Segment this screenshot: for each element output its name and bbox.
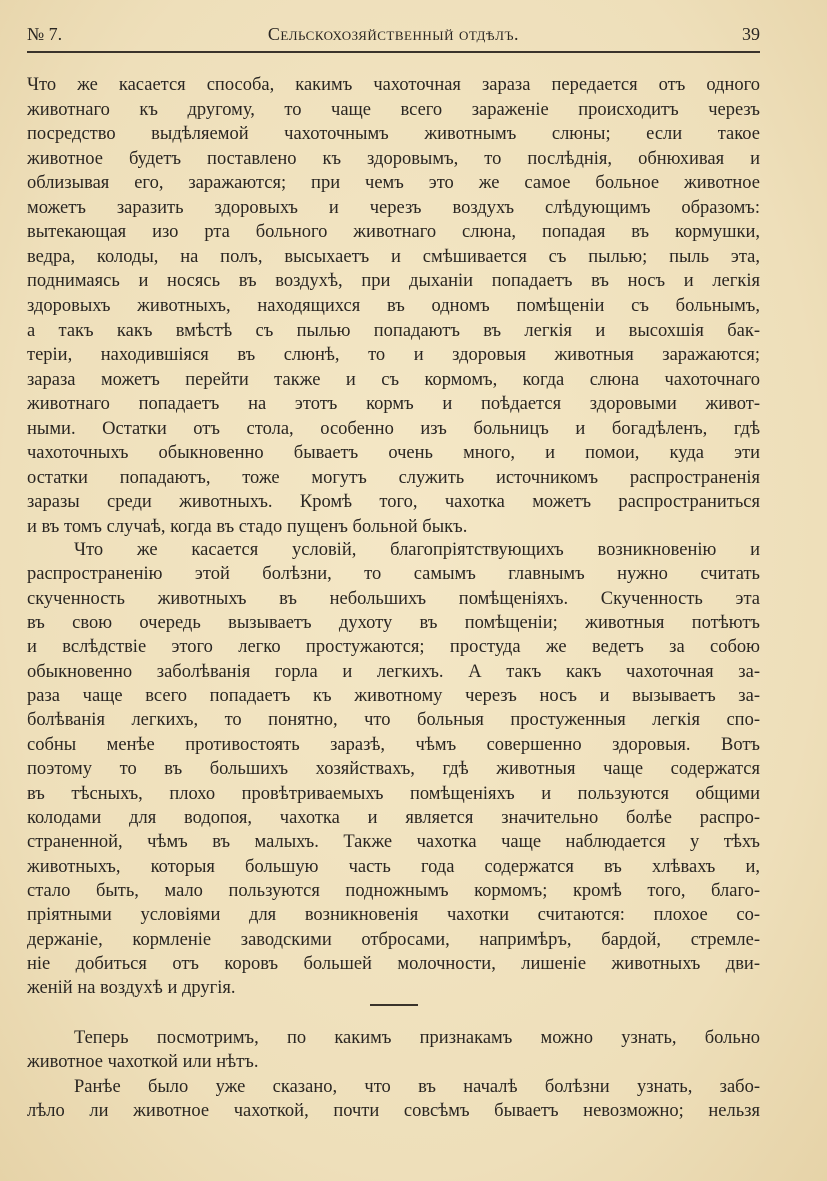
section-title: Сельскохозяйственный отдѣлъ. <box>267 24 520 44</box>
text-line: Теперь посмотримъ, по какимъ признакамъ можно узнать, больно <box>74 1028 760 1048</box>
text-line: колодами для водопоя, чахотка и является значительно болѣе распро- <box>27 807 760 828</box>
text-line: собны менѣе противостоять заразѣ, чѣмъ совершенно здоровыя. Вотъ <box>27 734 760 755</box>
text-line: и вслѣдствіе этого легко простужаются; простуда же ведетъ за собою <box>27 637 760 658</box>
text-line: поэтому то въ большихъ хозяйствахъ, гдѣ животныя чаще содержатся <box>27 759 760 780</box>
text-line: животное чахоткой или нѣтъ. <box>27 1051 259 1072</box>
text-line: теріи, находившіяся въ слюнѣ, то и здоровыя животныя заражаются; <box>27 345 760 366</box>
text-line: и въ томъ случаѣ, когда въ стадо пущенъ больной быкъ. <box>27 516 468 537</box>
issue-number: № 7. <box>27 24 63 44</box>
text-line: чахоточныхъ обыкновенно бываетъ очень много, и помои, куда эти <box>27 443 760 464</box>
text-line: распространенію этой болѣзни, то самымъ главнымъ нужно считать <box>27 564 760 585</box>
page-number: 39 <box>742 24 760 44</box>
text-line: вытекающая изо рта больного животнаго слюна, попадая въ кормушки, <box>27 222 760 243</box>
text-line: раза чаще всего попадаетъ къ животному черезъ носъ и вызываетъ за- <box>27 686 760 707</box>
text-line: здоровыхъ животныхъ, находящихся въ одномъ помѣщеніи съ больнымъ, <box>27 295 760 316</box>
text-line: животныхъ, которыя большую часть года содержатся въ хлѣвахъ и, <box>27 856 760 877</box>
text-line: облизывая его, заражаются; при чемъ это же самое больное животное <box>27 173 760 194</box>
text-line: ведра, колоды, на полъ, высыхаетъ и смѣшивается съ пылью; пыль эта, <box>27 246 760 267</box>
text-line: животнаго къ другому, то чаще всего зараженіе происходитъ черезъ <box>27 99 760 120</box>
section-divider <box>370 1004 418 1006</box>
text-line: ными. Остатки отъ стола, особенно изъ больницъ и богадѣленъ, гдѣ <box>27 418 760 439</box>
text-line: животное будетъ поставлено къ здоровымъ, то послѣднія, обнюхивая и <box>27 148 760 169</box>
text-line: а такъ какъ вмѣстѣ съ пылью попадаютъ въ легкія и высохшія бак- <box>27 320 760 341</box>
text-line: скученность животныхъ въ небольшихъ помѣщеніяхъ. Скученность эта <box>27 588 760 609</box>
text-line: держаніе, кормленіе заводскими отбросами, напримѣръ, бардой, стремле- <box>27 929 760 950</box>
text-line: зараза можетъ перейти также и съ кормомъ, когда слюна чахоточнаго <box>27 369 760 390</box>
text-line: можетъ заразить здоровыхъ и черезъ воздухъ слѣдующимъ образомъ: <box>27 197 760 218</box>
text-line: поднимаясь и носясь въ воздухѣ, при дыханіи попадаетъ въ носъ и легкія <box>27 271 760 292</box>
text-line: Что же касается способа, какимъ чахоточная зараза передается отъ одного <box>27 75 760 95</box>
text-line: Ранѣе было уже сказано, что въ началѣ болѣзни узнать, забо- <box>74 1077 760 1097</box>
text-line: стало быть, мало пользуются подножнымъ кормомъ; кромѣ того, благо- <box>27 880 760 901</box>
text-line: остатки попадаютъ, тоже могутъ служить источникомъ распространенія <box>27 467 760 488</box>
text-line: животнаго попадаетъ на этотъ кормъ и поѣдается здоровыми живот- <box>27 394 760 415</box>
text-line: пріятными условіями для возникновенія чахотки считаются: плохое со- <box>27 905 760 926</box>
text-line: болѣванія легкихъ, то понятно, что больныя простуженныя легкія спо- <box>27 710 760 731</box>
header-rule <box>27 51 760 53</box>
text-line: посредство выдѣляемой чахоточнымъ животнымъ слюны; если такое <box>27 124 760 145</box>
text-line: страненной, чѣмъ въ малыхъ. Также чахотка чаще наблюдается у тѣхъ <box>27 832 760 853</box>
text-line: обыкновенно заболѣванія горла и легкихъ. А такъ какъ чахоточная за- <box>27 661 760 682</box>
running-header <box>27 24 760 48</box>
text-line: лѣло ли животное чахоткой, почти совсѣмъ бываетъ невозможно; нельзя <box>27 1100 760 1121</box>
text-line: въ тѣсныхъ, плохо провѣтриваемыхъ помѣщеніяхъ и пользуются общими <box>27 783 760 804</box>
text-line: женій на воздухѣ и другія. <box>27 978 236 999</box>
text-line: въ свою очередь вызываетъ духоту въ помѣщеніи; животныя потѣютъ <box>27 613 760 634</box>
text-line: Что же касается условій, благопріятствующихъ возникновенію и <box>74 540 760 560</box>
text-line: ніе добиться отъ коровъ большей молочности, лишеніе животныхъ дви- <box>27 953 760 974</box>
text-line: заразы среди животныхъ. Кромѣ того, чахотка можетъ распространиться <box>27 492 760 513</box>
